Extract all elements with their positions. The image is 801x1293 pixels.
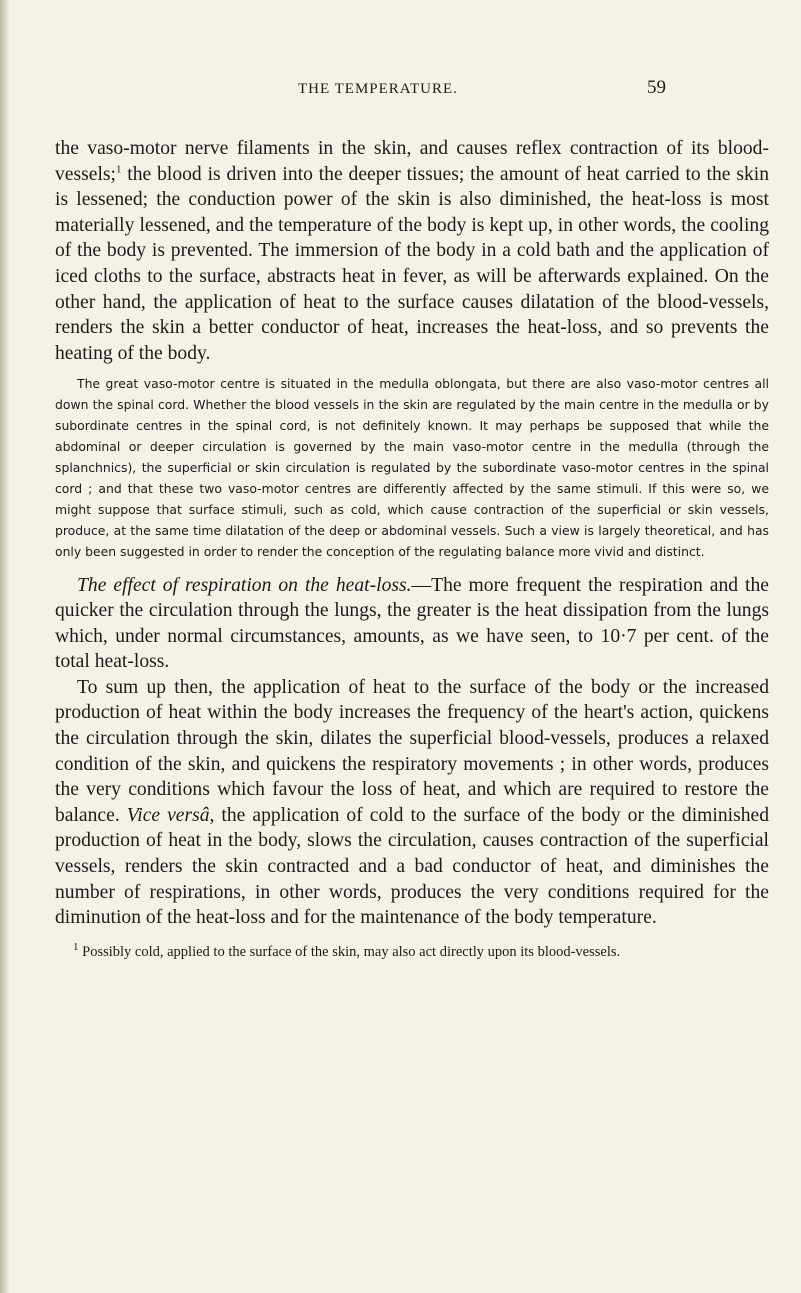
footnote xyxy=(55,940,769,961)
paragraph-2 xyxy=(55,573,769,675)
paragraph-1-text-b: the blood is driven into the deeper tissues; the amount of heat carried to the skin is lessened; the conduction power of the skin is also diminished, the heat-loss is most materially lessened, and the temperature of the body is kept up, in other words, the cooling of the body is prevented. The immersion of the body in a cold bath and the application of iced cloths to the surface, abstracts heat in fever, as will be afterwards explained. On the other hand, the application of heat to the surface causes dilatation of the blood-vessels, renders the skin a better conductor of heat, increases the heat-loss, and so prevents the heating of the body. xyxy=(55,163,769,364)
running-title: THE TEMPERATURE. xyxy=(298,81,458,97)
paragraph-3-text-b: the application of cold to the surface of the body or the diminished production of heat in the body, slows the circulation, causes contraction of the superficial vessels, renders the skin contracted and a bad conductor of heat, and diminishes the number of respirations, in other words, produces the very conditions required for the diminution of the heat-loss and for the maintenance of the body temperature. xyxy=(55,804,770,929)
footnote-text: Possibly cold, applied to the surface of the skin, may also act directly upon its blood-vessels. xyxy=(78,943,621,960)
binding-edge xyxy=(0,0,10,1293)
small-print-note: The great vaso-motor centre is situated in the medulla oblongata, but there are also vaso-motor centres all down the spinal cord. Whether the blood vessels in the skin are regulated by the main centre in the medulla or by subordinate centres in the spinal cord, is not definitely known. It may perhaps be supposed that while the abdominal or deeper circulation is governed by the main vaso-motor centre in the medulla (through the splanchnics), the superficial or skin circulation is regulated by the subordinate vaso-motor centres in the spinal cord ; and that these two vaso-motor centres are differently affected by the same stimuli. If this were so, we might suppose that surface stimuli, such as cold, which cause contraction of the superficial or skin vessels, produce, at the same time dilatation of the deep or abdominal vessels. Such a view is largely theoretical, and has only been suggested in order to render the conception of the regulating balance more vivid and distinct. xyxy=(55,376,769,559)
paragraph-3-text-a: To sum up then, the application of heat to the surface of the body or the increased production of heat within the body increases the frequency of the heart's action, quickens the circulation through the skin, dilates the superficial blood-vessels, produces a relaxed condition of the skin, and quickens the respiratory movements ; in other words, produces the very conditions which favour the loss of heat, and which are required to restore the balance. xyxy=(55,676,769,826)
paragraph-1-text-a: the vaso-motor nerve filaments in the skin, and causes reflex contraction of its blood-vessels; xyxy=(55,138,769,185)
page-header xyxy=(0,77,801,111)
vice-versa-phrase: Vice versâ, xyxy=(126,804,215,826)
footnote-spacer xyxy=(55,931,769,943)
body-text xyxy=(55,136,769,961)
paragraph-2-text: —The more frequent the respiration and the quicker the circulation through the lungs, the greater is the heat dissipation from the lungs which, under normal circumstances, amounts, as we have seen, to 10·7 per cent. of the total heat-loss. xyxy=(55,574,769,673)
paragraph-3 xyxy=(55,675,769,931)
page-number: 59 xyxy=(647,77,666,98)
section-heading: The effect of respiration on the heat-loss. xyxy=(77,574,412,596)
footnote-reference: 1 xyxy=(115,163,122,176)
footnote-marker: 1 xyxy=(73,940,79,953)
paragraph-1 xyxy=(55,136,769,366)
